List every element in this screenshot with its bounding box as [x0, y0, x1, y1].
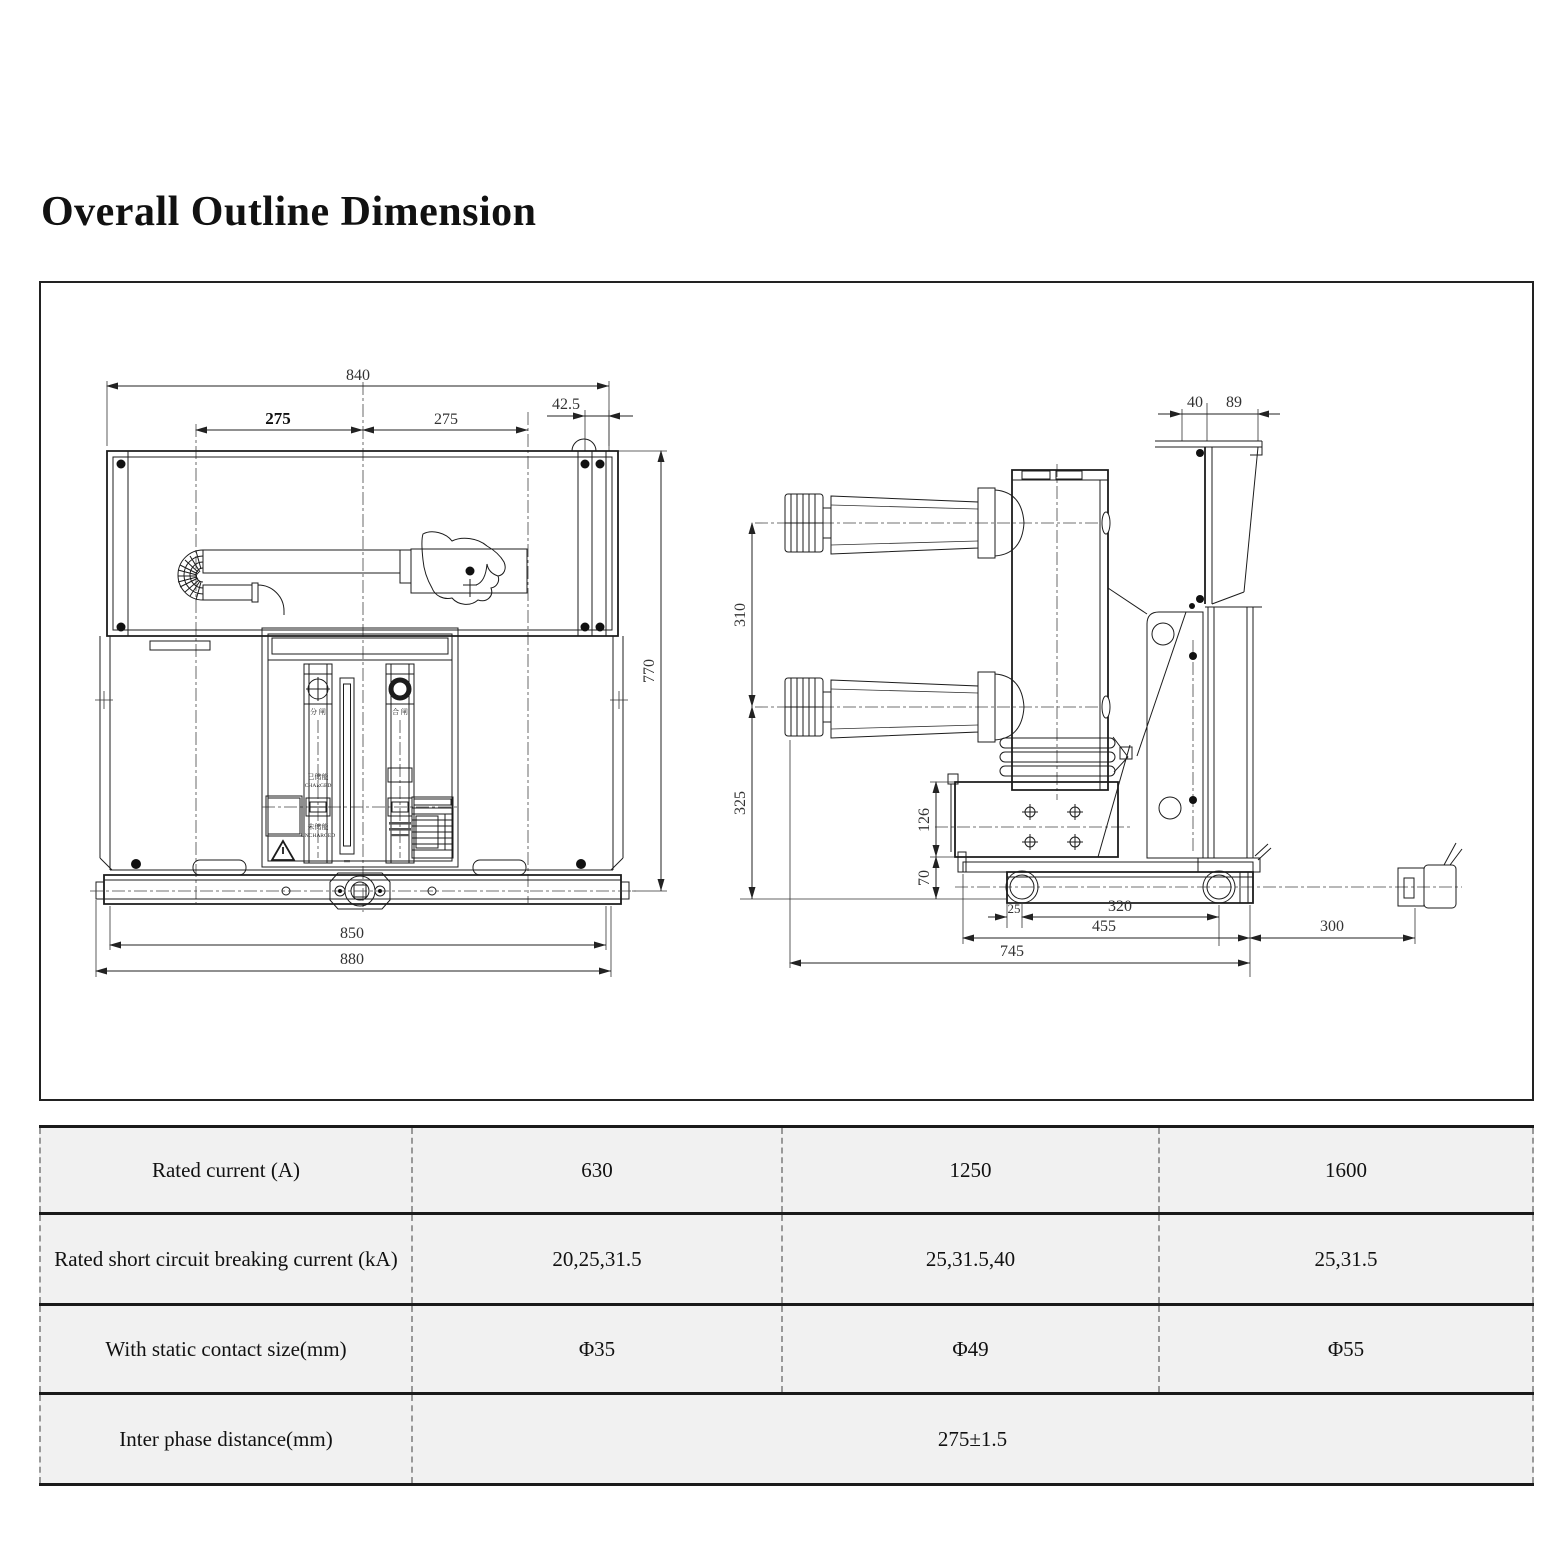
- close-indicator: [391, 680, 409, 698]
- plate-bolt: [1022, 804, 1038, 820]
- rear-panel: [1155, 441, 1262, 609]
- side-dim-320: [1022, 898, 1219, 946]
- dim-label-880: 880: [340, 951, 364, 968]
- charged-en: CHARGED: [304, 783, 332, 789]
- bolt: [1196, 595, 1204, 603]
- dim-label-850: 850: [340, 925, 364, 942]
- charged-cn: 已储能: [307, 773, 329, 781]
- cell-contact-size-2: Φ49: [781, 1306, 1158, 1392]
- front-view: [90, 367, 667, 977]
- front-control-panel: [262, 628, 458, 867]
- dim-label-770: 770: [641, 659, 658, 683]
- bolt: [596, 623, 605, 632]
- top-cover: [107, 439, 618, 636]
- bolt: [581, 623, 590, 632]
- plate-bolt: [1067, 834, 1083, 850]
- warning-label: [266, 796, 302, 860]
- cell-breaking-current-3: 25,31.5: [1158, 1215, 1534, 1303]
- dim-label-745: 745: [1000, 943, 1024, 960]
- side-dim-310: [732, 523, 752, 707]
- plate-bolt: [1067, 804, 1083, 820]
- handle: [193, 860, 246, 875]
- side-dim-300: [1250, 908, 1415, 944]
- front-dim-840: [107, 367, 609, 446]
- bolt: [1196, 449, 1204, 457]
- bolt: [117, 623, 126, 632]
- bolt: [131, 859, 141, 869]
- frame-hole: [1159, 797, 1181, 819]
- cell-rated-current-1250: 1250: [781, 1128, 1158, 1212]
- side-view: [732, 394, 1462, 977]
- row-header-rated-current: Rated current (A): [39, 1128, 411, 1212]
- bolt: [581, 460, 590, 469]
- cell-rated-current-630: 630: [411, 1128, 781, 1212]
- frame-plate: [1108, 588, 1203, 858]
- close-label: 合 闸: [392, 708, 408, 716]
- front-dim-42-5: [547, 396, 633, 451]
- energy-window: [340, 678, 354, 862]
- dim-label-126: 126: [916, 808, 933, 832]
- nameplate: [412, 797, 453, 858]
- dim-label-42-5: 42.5: [552, 396, 580, 413]
- side-dim-126: [916, 782, 955, 857]
- outline-drawing: [41, 283, 1532, 1099]
- bolt: [596, 460, 605, 469]
- front-dim-770: [612, 451, 667, 891]
- drawing-content: [90, 367, 1462, 977]
- table-row: [39, 1125, 1534, 1215]
- table-row: [39, 1306, 1534, 1395]
- cell-breaking-current-1: 20,25,31.5: [411, 1215, 781, 1303]
- plate-bolt: [1022, 834, 1038, 850]
- side-dim-325: [732, 707, 752, 899]
- uncharged-cn: 未储能: [307, 823, 329, 831]
- terminal-plate: [948, 774, 1118, 857]
- row-header-breaking-current: Rated short circuit breaking current (kA): [39, 1215, 411, 1303]
- open-indicator: [306, 677, 330, 701]
- dim-label-70: 70: [916, 870, 933, 886]
- dim-label-40: 40: [1187, 394, 1203, 411]
- row-header-inter-phase: Inter phase distance(mm): [39, 1395, 411, 1483]
- dim-label-320: 320: [1108, 898, 1132, 915]
- dim-label-300: 300: [1320, 918, 1344, 935]
- corrugated-hose: [178, 550, 411, 615]
- rear-bracket: [1398, 843, 1462, 908]
- base-assembly: [740, 852, 1253, 903]
- bolt: [1189, 796, 1197, 804]
- cell-breaking-current-2: 25,31.5,40: [781, 1215, 1158, 1303]
- dim-label-310: 310: [732, 603, 749, 627]
- table-row: [39, 1215, 1534, 1306]
- pivot-bolt: [466, 567, 475, 576]
- hook-mechanism: [411, 532, 527, 605]
- front-dim-275-right: [363, 411, 528, 430]
- drawing-panel: [39, 281, 1534, 1101]
- pole-housing: [1012, 470, 1110, 790]
- table-row: [39, 1395, 1534, 1486]
- front-dim-275-left: [196, 409, 363, 430]
- row-header-contact-size: With static contact size(mm): [39, 1306, 411, 1392]
- cabinet-body: [95, 636, 628, 870]
- bolt: [117, 460, 126, 469]
- bolt: [576, 859, 586, 869]
- side-dim-40-89: [1158, 394, 1280, 441]
- cell-contact-size-3: Φ55: [1158, 1306, 1534, 1392]
- rear-column: [1198, 607, 1271, 872]
- dim-label-275-left: 275: [265, 409, 291, 428]
- side-dim-25: [988, 901, 1022, 928]
- cell-rated-current-1600: 1600: [1158, 1128, 1534, 1212]
- bellows: [1000, 738, 1115, 776]
- dim-label-455: 455: [1092, 918, 1116, 935]
- dim-label-325: 325: [732, 791, 749, 815]
- cell-inter-phase-distance: 275±1.5: [411, 1395, 1534, 1483]
- dim-label-275-right: 275: [434, 411, 458, 428]
- side-dim-745: [790, 740, 1250, 968]
- cell-contact-size-1: Φ35: [411, 1306, 781, 1392]
- side-dim-70: [916, 857, 936, 899]
- page-title: Overall Outline Dimension: [41, 189, 537, 235]
- front-dim-850: [110, 906, 606, 950]
- dim-label-89: 89: [1226, 394, 1242, 411]
- open-label: 分 闸: [310, 708, 326, 716]
- dim-label-25: 25: [1007, 901, 1021, 916]
- spec-table: [39, 1125, 1534, 1486]
- uncharged-en: UNCHARGED: [300, 833, 336, 839]
- handle: [473, 860, 526, 875]
- dim-label-840: 840: [346, 367, 370, 384]
- frame-hole: [1152, 623, 1174, 645]
- bolt: [1189, 603, 1195, 609]
- bolt: [1189, 652, 1197, 660]
